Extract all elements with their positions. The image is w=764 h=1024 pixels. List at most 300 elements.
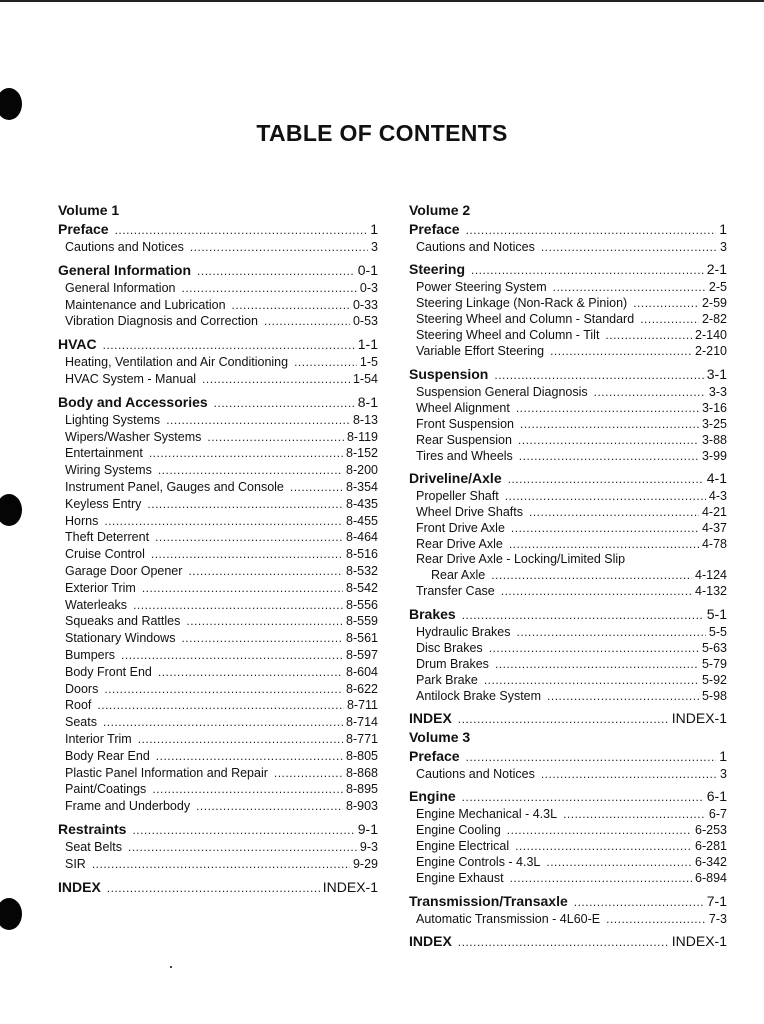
dot-leader: [515, 838, 692, 854]
dot-leader: [574, 893, 704, 912]
dot-leader: [550, 343, 692, 359]
toc-entry[interactable]: [409, 239, 727, 255]
page-title: TABLE OF CONTENTS: [256, 120, 508, 146]
section-entry[interactable]: [409, 892, 727, 911]
section-title: Preface: [58, 221, 109, 237]
dot-leader: [510, 870, 692, 886]
entry-title: Maintenance and Lubrication: [65, 297, 226, 312]
dot-leader: [232, 297, 350, 314]
entry-title: Body Front End: [65, 664, 152, 679]
section-page-number: 1: [370, 221, 378, 237]
entry-title: Engine Exhaust: [416, 871, 504, 886]
entry-title: Waterleaks: [65, 597, 128, 612]
entry-page-number: 2-5: [708, 280, 727, 295]
dot-leader: [466, 748, 717, 767]
dot-leader: [520, 416, 699, 432]
dot-leader: [511, 520, 699, 536]
toc-entry[interactable]: [409, 488, 727, 504]
section-page-number: 2-1: [706, 261, 727, 278]
dot-leader: [156, 748, 343, 765]
entry-page-number: 8-711: [346, 698, 378, 713]
entry-page-number: 3: [720, 766, 727, 781]
entry-title: Stationary Windows: [65, 631, 176, 646]
section-title: INDEX: [409, 709, 452, 726]
entry-page-number: 8-561: [346, 631, 378, 646]
entry-page-number: 3-3: [708, 384, 727, 399]
dot-leader: [605, 327, 692, 343]
dot-leader: [188, 563, 343, 580]
toc-entry[interactable]: [58, 748, 378, 765]
toc-entry[interactable]: [409, 432, 727, 448]
toc-entry[interactable]: [409, 295, 727, 311]
section-entry[interactable]: [58, 335, 378, 354]
toc-entry[interactable]: [409, 624, 727, 640]
toc-entry[interactable]: [409, 504, 727, 520]
toc-entry[interactable]: [58, 479, 378, 496]
entry-title: Doors: [65, 681, 99, 696]
section-entry[interactable]: [409, 469, 727, 488]
toc-entry[interactable]: [409, 672, 727, 688]
toc-entry[interactable]: [58, 546, 378, 563]
dot-leader: [541, 239, 717, 255]
toc-entry[interactable]: [58, 856, 378, 873]
entry-page-number: 8-556: [346, 597, 378, 612]
toc-entry[interactable]: [409, 343, 727, 359]
toc-entry[interactable]: [409, 911, 727, 927]
section-title: INDEX: [409, 932, 452, 949]
entry-title: Engine Controls - 4.3L: [416, 855, 541, 870]
entry-title: Steering Wheel and Column - Standard: [416, 312, 635, 327]
dot-leader: [274, 765, 343, 782]
section-entry[interactable]: [58, 393, 378, 412]
toc-entry[interactable]: [409, 536, 727, 552]
dot-leader: [462, 788, 704, 807]
toc-entry[interactable]: [58, 697, 378, 714]
toc-entry[interactable]: [58, 496, 378, 513]
entry-title: Cautions and Notices: [416, 240, 535, 254]
toc-entry[interactable]: [409, 384, 727, 400]
entry-page-number: 8-895: [346, 782, 378, 797]
dot-leader: [494, 366, 703, 385]
binder-hole: [0, 494, 22, 526]
toc-entry[interactable]: [58, 664, 378, 681]
section-title: Preface: [409, 747, 460, 764]
dot-leader: [529, 504, 699, 520]
toc-entry[interactable]: [58, 354, 378, 371]
entry-title: Steering Linkage (Non-Rack & Pinion): [416, 296, 628, 311]
toc-entry[interactable]: [58, 313, 378, 330]
entry-title: Exterior Trim: [65, 580, 136, 595]
entry-title: Plastic Panel Information and Repair: [65, 765, 268, 780]
dot-leader: [166, 412, 350, 429]
section-page-number: 1: [719, 747, 727, 764]
entry-title: Bumpers: [65, 647, 116, 662]
section-page-number: 7-1: [706, 892, 727, 909]
dot-leader: [190, 239, 368, 256]
section-page-number: 4-1: [706, 470, 727, 487]
entry-title: Front Drive Axle: [416, 521, 505, 536]
dot-leader: [462, 606, 704, 625]
entry-title: Instrument Panel, Gauges and Console: [65, 479, 284, 494]
entry-title: Engine Mechanical - 4.3L: [416, 807, 558, 822]
dot-leader: [507, 822, 692, 838]
toc-entry[interactable]: [58, 529, 378, 546]
entry-title: Theft Deterrent: [65, 530, 150, 545]
entry-page-number: 0-33: [352, 297, 378, 312]
entry-title: Cautions and Notices: [65, 240, 184, 254]
section-title: Steering: [409, 261, 466, 278]
dot-leader: [181, 630, 343, 647]
section-page-number: INDEX-1: [322, 878, 378, 895]
dot-leader: [152, 781, 343, 798]
toc-entry[interactable]: [58, 297, 378, 314]
entry-page-number: 4-124: [695, 567, 727, 582]
dot-leader: [132, 821, 354, 840]
entry-page-number: 4-78: [701, 537, 727, 552]
section-entry[interactable]: [58, 820, 378, 839]
entry-page-number: 8-152: [346, 446, 378, 461]
entry-page-number: 4-21: [701, 505, 727, 520]
toc-entry[interactable]: [409, 806, 727, 822]
dot-leader: [458, 710, 669, 729]
dot-leader: [546, 854, 692, 870]
entry-title: Wipers/Washer Systems: [65, 429, 202, 444]
dot-leader: [495, 656, 699, 672]
toc-entry[interactable]: [58, 563, 378, 580]
dot-leader: [290, 479, 343, 496]
entry-page-number: 2-140: [695, 328, 727, 343]
dot-leader: [594, 384, 706, 400]
section-title: Preface: [409, 221, 460, 237]
entry-page-number: 2-82: [701, 312, 727, 327]
entry-page-number: 5-98: [701, 688, 727, 703]
entry-page-number: 2-59: [701, 296, 727, 311]
entry-title: Tires and Wheels: [416, 448, 513, 463]
dot-leader: [471, 261, 704, 280]
dot-leader: [484, 672, 699, 688]
section-entry[interactable]: [409, 787, 727, 806]
entry-page-number: 8-771: [346, 731, 378, 746]
volume-heading: Volume 1: [58, 202, 120, 218]
dot-leader: [103, 336, 355, 355]
entry-page-number: 8-119: [346, 429, 378, 444]
dot-leader: [207, 429, 344, 446]
toc-entry[interactable]: [58, 445, 378, 462]
entry-page-number: 5-79: [701, 656, 727, 671]
dot-leader: [115, 221, 368, 240]
toc-entry[interactable]: [409, 400, 727, 416]
entry-page-number: 8-597: [346, 647, 378, 662]
section-title: Suspension: [409, 365, 489, 382]
dot-leader: [294, 354, 357, 371]
section-page-number: 6-1: [706, 788, 727, 805]
dot-leader: [214, 394, 355, 413]
dot-leader: [633, 295, 699, 311]
section-title: Transmission/Transaxle: [409, 892, 568, 909]
entry-title: Propeller Shaft: [416, 489, 499, 504]
entry-title: Steering Wheel and Column - Tilt: [416, 328, 600, 343]
toc-entry[interactable]: [409, 838, 727, 854]
entry-page-number: 3: [720, 240, 727, 254]
toc-column-left: [58, 201, 378, 897]
entry-page-number: 3-99: [701, 448, 727, 463]
toc-entry[interactable]: [409, 552, 727, 583]
toc-entry[interactable]: [409, 327, 727, 343]
section-entry[interactable]: [409, 932, 727, 951]
entry-title: Entertainment: [65, 446, 143, 461]
toc-entry[interactable]: [58, 839, 378, 856]
toc-entry[interactable]: [58, 412, 378, 429]
toc-entry[interactable]: [409, 822, 727, 838]
dot-leader: [505, 488, 706, 504]
dot-leader: [547, 688, 699, 704]
entry-title: General Information: [65, 280, 176, 295]
toc-entry[interactable]: [58, 429, 378, 446]
dot-leader: [128, 839, 357, 856]
entry-title: Engine Cooling: [416, 823, 501, 838]
dot-leader: [541, 766, 717, 782]
entry-page-number: 8-604: [346, 664, 378, 679]
entry-title: Disc Brakes: [416, 640, 483, 655]
entry-title: Seats: [65, 715, 97, 730]
dot-leader: [553, 279, 706, 295]
toc-entry[interactable]: [409, 311, 727, 327]
entry-page-number: 9-3: [359, 839, 378, 854]
toc-entry[interactable]: [58, 280, 378, 297]
entry-page-number: 8-622: [346, 681, 378, 696]
entry-page-number: 6-7: [708, 807, 727, 822]
entry-title: Variable Effort Steering: [416, 344, 545, 359]
dot-leader: [516, 400, 699, 416]
toc-entry[interactable]: [58, 647, 378, 664]
entry-page-number: 4-132: [695, 584, 727, 599]
section-entry[interactable]: [409, 747, 727, 766]
toc-entry[interactable]: [409, 854, 727, 870]
dot-leader: [158, 462, 343, 479]
toc-entry[interactable]: [58, 580, 378, 597]
entry-page-number: 8-714: [346, 715, 378, 730]
entry-title: Hydraulic Brakes: [416, 624, 511, 639]
toc-entry[interactable]: [409, 870, 727, 886]
section-title: Engine: [409, 788, 456, 805]
entry-title: Paint/Coatings: [65, 782, 147, 797]
dot-leader: [491, 568, 692, 584]
section-title: Brakes: [409, 605, 456, 622]
section-entry[interactable]: [409, 709, 727, 728]
toc-entry[interactable]: [409, 279, 727, 295]
entry-title: Rear Drive Axle: [416, 537, 503, 552]
entry-title: Cruise Control: [65, 547, 145, 562]
entry-page-number: 4-3: [708, 489, 727, 504]
dot-leader: [107, 879, 320, 898]
toc-entry[interactable]: [58, 513, 378, 530]
dot-leader: [151, 546, 343, 563]
entry-page-number: 8-464: [346, 530, 378, 545]
section-title: INDEX: [58, 878, 101, 895]
entry-page-number: 1-5: [359, 355, 378, 370]
entry-page-number: 8-354: [346, 479, 378, 494]
toc-entry[interactable]: [409, 766, 727, 782]
entry-page-number: 0-53: [352, 314, 378, 329]
entry-title: Rear Drive Axle - Locking/Limited Slip: [416, 552, 626, 567]
toc-entry[interactable]: [58, 239, 378, 256]
section-page-number: INDEX-1: [671, 932, 727, 949]
entry-title: Squeaks and Rattles: [65, 614, 181, 629]
dot-leader: [508, 470, 704, 489]
toc-entry[interactable]: [58, 765, 378, 782]
dot-leader: [489, 640, 699, 656]
entry-page-number: 8-559: [346, 614, 378, 629]
section-page-number: 1-1: [357, 336, 378, 353]
entry-page-number: 6-281: [695, 839, 727, 854]
entry-page-number: 8-435: [346, 496, 378, 511]
dot-leader: [466, 221, 717, 240]
toc-entry[interactable]: [58, 798, 378, 815]
dot-leader: [519, 448, 699, 464]
entry-title: Frame and Underbody: [65, 799, 191, 814]
section-entry[interactable]: [409, 220, 727, 239]
entry-page-number: 6-894: [695, 871, 727, 886]
entry-title: Rear Suspension: [416, 432, 512, 447]
section-page-number: INDEX-1: [671, 709, 727, 726]
dot-leader: [158, 664, 343, 681]
dot-leader: [606, 911, 706, 927]
toc-entry[interactable]: [58, 597, 378, 614]
entry-title: Keyless Entry: [65, 496, 142, 511]
dot-leader: [458, 933, 669, 952]
entry-title: SIR: [65, 856, 86, 871]
toc-entry[interactable]: [409, 640, 727, 656]
toc-entry[interactable]: [409, 520, 727, 536]
section-page-number: 5-1: [706, 605, 727, 622]
entry-page-number: 4-37: [701, 521, 727, 536]
entry-page-number: 8-13: [352, 412, 378, 427]
entry-title: Automatic Transmission - 4L60-E: [416, 911, 601, 926]
toc-entry[interactable]: [409, 416, 727, 432]
section-title: Body and Accessories: [58, 393, 208, 410]
entry-page-number: 8-903: [346, 799, 378, 814]
section-entry[interactable]: [58, 261, 378, 280]
entry-continuation: [416, 568, 727, 584]
section-page-number: 9-1: [357, 820, 378, 837]
dot-leader: [196, 798, 343, 815]
entry-title: Heating, Ventilation and Air Conditioning: [65, 355, 289, 370]
section-page-number: 3-1: [706, 365, 727, 382]
dot-leader: [97, 697, 344, 714]
entry-page-number: 0-3: [359, 280, 378, 295]
entry-title: Antilock Brake System: [416, 688, 542, 703]
entry-title: Drum Brakes: [416, 656, 489, 671]
dot-leader: [516, 624, 705, 640]
entry-title: Power Steering System: [416, 280, 547, 295]
entry-title: Interior Trim: [65, 731, 132, 746]
entry-page-number: 3-88: [701, 432, 727, 447]
entry-title: Cautions and Notices: [416, 766, 535, 781]
toc-entry[interactable]: [58, 462, 378, 479]
section-entry[interactable]: [58, 878, 378, 897]
entry-title: Horns: [65, 513, 99, 528]
toc-entry[interactable]: [58, 681, 378, 698]
dot-leader: [509, 536, 699, 552]
dot-leader: [640, 311, 699, 327]
entry-title: Park Brake: [416, 672, 478, 687]
dot-leader: [92, 856, 350, 873]
entry-title: Vibration Diagnosis and Correction: [65, 314, 258, 329]
entry-page-number: 2-210: [695, 344, 727, 359]
section-entry[interactable]: [409, 365, 727, 384]
entry-page-number: 8-516: [346, 547, 378, 562]
entry-page-number: 8-532: [346, 563, 378, 578]
dot-leader: [518, 432, 699, 448]
toc-entry[interactable]: [58, 630, 378, 647]
toc-entry[interactable]: [58, 371, 378, 388]
binder-hole: [0, 88, 22, 120]
toc-entry[interactable]: [409, 583, 727, 599]
dot-leader: [142, 580, 343, 597]
entry-page-number: 5-5: [708, 624, 727, 639]
entry-page-number: 1-54: [352, 371, 378, 386]
dot-leader: [181, 280, 356, 297]
entry-page-number: 8-868: [346, 765, 378, 780]
entry-page-number: 8-542: [346, 580, 378, 595]
dot-leader: [133, 597, 343, 614]
section-entry[interactable]: [409, 605, 727, 624]
toc-entry[interactable]: [409, 656, 727, 672]
volume-heading: Volume 2: [409, 202, 471, 218]
section-title: Driveline/Axle: [409, 470, 502, 487]
dot-leader: [501, 583, 692, 599]
volume-heading: Volume 3: [409, 728, 471, 745]
toc-entry[interactable]: [58, 714, 378, 731]
section-entry[interactable]: [58, 220, 378, 239]
dot-leader: [147, 496, 343, 513]
entry-title-continued: Rear Axle: [431, 567, 486, 582]
section-title: General Information: [58, 261, 192, 278]
toc-entry[interactable]: [409, 448, 727, 464]
dot-leader: [103, 714, 343, 731]
entry-page-number: 9-29: [352, 856, 378, 871]
entry-title: HVAC System - Manual: [65, 371, 197, 386]
section-title: HVAC: [58, 336, 97, 353]
entry-page-number: 6-253: [695, 823, 727, 838]
entry-page-number: 6-342: [695, 855, 727, 870]
toc-entry[interactable]: [58, 613, 378, 630]
entry-title: Wiring Systems: [65, 463, 152, 478]
dot-leader: [138, 731, 343, 748]
entry-page-number: 5-63: [701, 640, 727, 655]
toc-entry[interactable]: [409, 688, 727, 704]
entry-title: Wheel Drive Shafts: [416, 505, 523, 520]
dot-leader: [155, 529, 343, 546]
toc-entry[interactable]: [58, 781, 378, 798]
section-entry[interactable]: [409, 260, 727, 279]
entry-title: Roof: [65, 698, 92, 713]
dot-leader: [186, 613, 343, 630]
section-page-number: 0-1: [357, 261, 378, 278]
section-page-number: 8-1: [357, 393, 378, 410]
dot-leader: [202, 371, 350, 388]
entry-page-number: 3-16: [701, 400, 727, 415]
stray-mark: [170, 966, 172, 968]
toc-entry[interactable]: [58, 731, 378, 748]
entry-page-number: 5-92: [701, 672, 727, 687]
dot-leader: [149, 445, 343, 462]
entry-page-number: 3: [371, 240, 378, 254]
top-edge-rule: [0, 0, 764, 2]
entry-title: Suspension General Diagnosis: [416, 384, 588, 399]
entry-title: Lighting Systems: [65, 412, 161, 427]
entry-title: Garage Door Opener: [65, 563, 183, 578]
